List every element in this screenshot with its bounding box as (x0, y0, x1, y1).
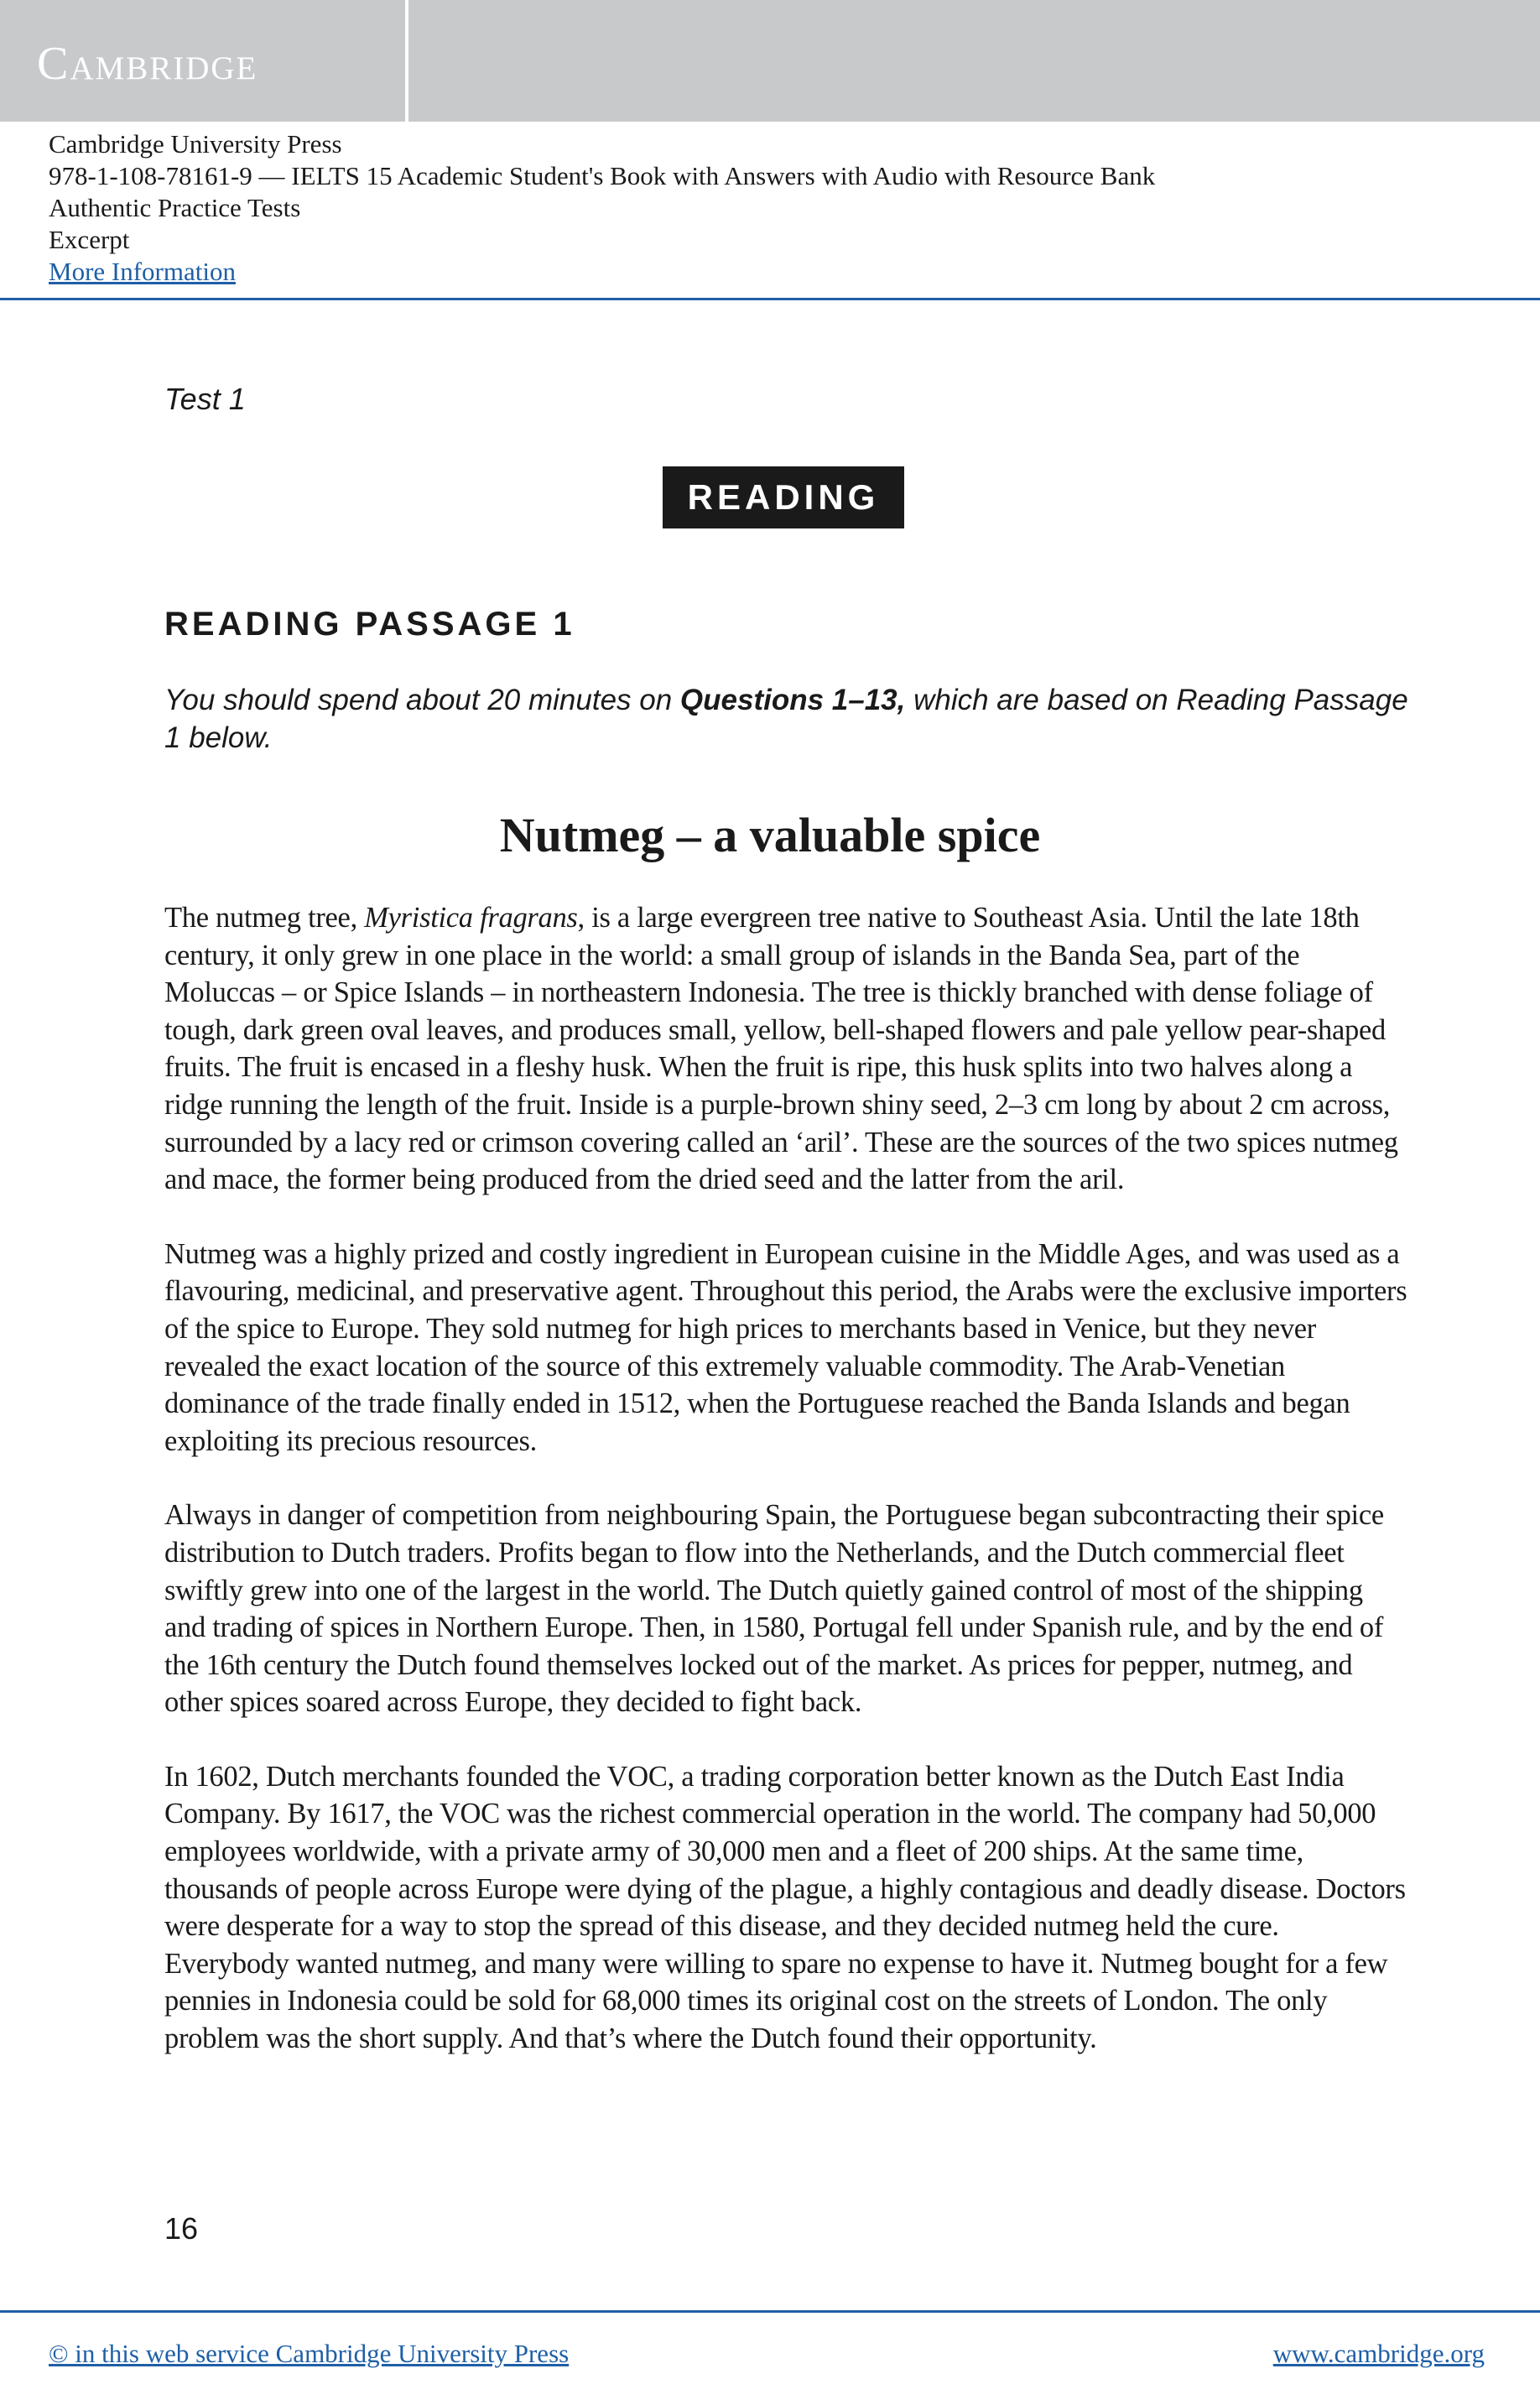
copyright-link[interactable]: © in this web service Cambridge University Press (49, 2339, 570, 2368)
header-divider (0, 298, 1540, 300)
book-title-line: 978-1-108-78161-9 — IELTS 15 Academic Student's Book with Answers with Audio with Resource Bank (49, 161, 1156, 190)
more-information-link[interactable]: More Information (49, 257, 236, 286)
excerpt-label: Excerpt (49, 225, 130, 254)
paragraph-3: Always in danger of competition from neighbouring Spain, the Portuguese began subcontracting their spice distribution to Dutch traders. Profits began to flow into the Netherlands, and the Dutch commercial fleet swiftly grew into one of the largest in the world. The Dutch quietly gained control of most of the shipping and trading of spices in Northern Europe. Then, in 1580, Portugal fell under Spanish rule, and by the end of the 16th century the Dutch found themselves locked out of the market. As prices for pepper, nutmeg, and other spices soared across Europe, they decided to fight back. (164, 1499, 1384, 1719)
paragraph-4: In 1602, Dutch merchants founded the VOC, a trading corporation better known as the Dutch East India Company. By 1617, the VOC was the richest commercial operation in the world. The company had 50,000 employees worldwide, with a private army of 30,000 men and a fleet of 200 ships. At the same time, thousands of people across Europe were dying of the plague, a highly contagious and deadly disease. Doctors were desperate for a way to stop the spread of this disease, and they decided nutmeg held the cure. Everybody wanted nutmeg, and many were willing to spare no expense to have it. Nutmeg bought for a few pennies in Indonesia could be sold for 68,000 times its original cost on the streets of London. The only problem was the short supply. And that’s where the Dutch found their opportunity. (164, 1760, 1406, 2055)
paragraph-2: Nutmeg was a highly prized and costly ingredient in European cuisine in the Middle Ages, and was used as a flavouring, medicinal, and preservative agent. Throughout this period, the Arabs were the exclusive importers of the spice to Europe. They sold nutmeg for high prices to merchants based in Venice, but they never revealed the exact location of the source of this extremely valuable commodity. The Arab-Venetian dominance of the trade finally ended in 1512, when the Portuguese reached the Banda Islands and began exploiting its precious resources. (164, 1237, 1407, 1457)
paragraph-1-text-end: , is a large evergreen tree native to Southeast Asia. Until the late 18th century, it only grew in one place in the world: a small group of islands in the Banda Sea, part of the Moluccas – or Spice Islands – in northeastern Indonesia. The tree is thickly branched with dense foliage of tough, dark green oval leaves, and produces small, yellow, bell-shaped flowers and pale yellow pear-shaped fruits. The fruit is encased in a fleshy husk. When the fruit is ripe, this husk splits into two halves along a ridge running the length of the fruit. Inside is a purple-brown shiny seed, 2–3 cm long by about 2 cm across, surrounded by a lacy red or crimson covering called an ‘aril’. These are the sources of the two spices nutmeg and mace, the former being produced from the dried seed and the latter from the aril. (164, 902, 1398, 1196)
passage-title: Nutmeg – a valuable spice (499, 808, 1041, 862)
test-label: Test 1 (164, 382, 246, 416)
paragraph-1-text-start: The nutmeg tree, (164, 902, 365, 934)
footer-divider (0, 2310, 1540, 2313)
page-number: 16 (164, 2211, 199, 2246)
book-subtitle: Authentic Practice Tests (49, 193, 301, 222)
instructions (164, 681, 1414, 757)
cambridge-logo: Cambridge (37, 38, 258, 90)
publisher-name: Cambridge University Press (49, 129, 342, 159)
section-tag-reading: READING (663, 466, 904, 528)
species-name: Myristica fragrans (364, 902, 578, 934)
instructions-questions: Questions 1–13, (679, 684, 906, 716)
website-link[interactable]: www.cambridge.org (1272, 2339, 1485, 2368)
passage-heading: READING PASSAGE 1 (164, 606, 575, 643)
instructions-text-end: which are based on Reading Passage 1 below. (164, 684, 1408, 754)
publisher-logo-box (0, 0, 408, 122)
instructions-text-start: You should spend about 20 minutes on (164, 684, 680, 716)
book-metadata (49, 128, 1155, 288)
paragraph-1 (164, 899, 1407, 1199)
passage-body (164, 899, 1407, 2095)
